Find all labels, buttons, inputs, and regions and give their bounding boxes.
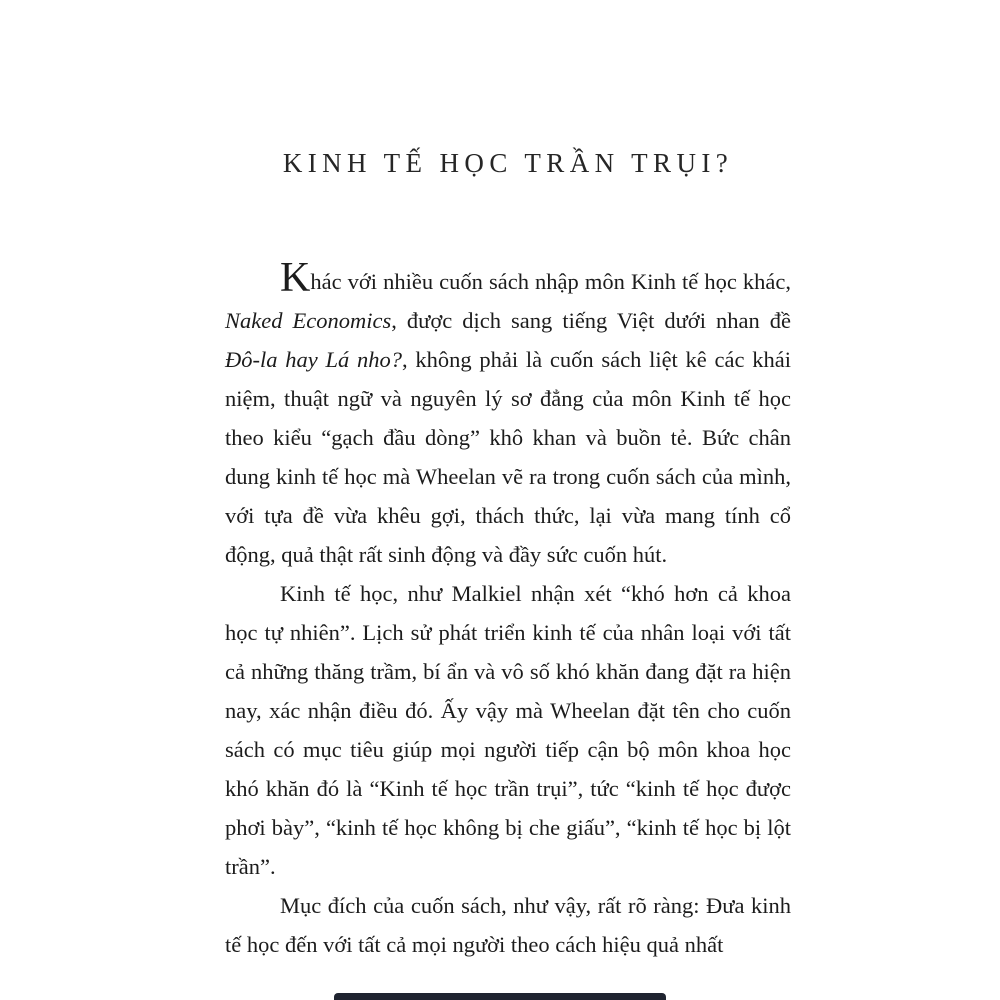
page-bottom-bar	[334, 993, 666, 1000]
initial-capital: K	[280, 255, 311, 301]
paragraph-text: hác với nhiều cuốn sách nhập môn Kinh tế học khác,	[310, 269, 791, 294]
paragraph-intro	[225, 255, 791, 574]
book-title-do-la-hay-la-nho: Đô-la hay Lá nho?	[225, 347, 402, 372]
chapter-title: KINH TẾ HỌC TRẦN TRỤI?	[282, 148, 734, 178]
page-body	[225, 255, 791, 964]
paragraph-purpose: Mục đích của cuốn sách, như vậy, rất rõ ràng: Đưa kinh tế học đến với tất cả mọi người theo cách hiệu quả nhất	[225, 893, 791, 957]
paragraph-text: , không phải là cuốn sách liệt kê các khái niệm, thuật ngữ và nguyên lý sơ đẳng của môn Kinh tế học theo kiểu “gạch đầu dòng” khô khan và buồn tẻ. Bức chân dung kinh tế học mà Wheelan vẽ ra trong cuốn sách của mình, với tựa đề vừa khêu gợi, thách thức, lại vừa mang tính cổ động, quả thật rất sinh động và đầy sức cuốn hút.	[225, 347, 791, 567]
book-title-naked-economics: Naked Economics	[225, 308, 392, 333]
paragraph-malkiel: Kinh tế học, như Malkiel nhận xét “khó hơn cả khoa học tự nhiên”. Lịch sử phát triển kinh tế của nhân loại với tất cả những thăng trầm, bí ẩn và vô số khó khăn đang đặt ra hiện nay, xác nhận điều đó. Ấy vậy mà Wheelan đặt tên cho cuốn sách có mục tiêu giúp mọi người tiếp cận bộ môn khoa học khó khăn đó là “Kinh tế học trần trụi”, tức “kinh tế học được phơi bày”, “kinh tế học không bị che giấu”, “kinh tế học bị lột trần”.	[225, 581, 791, 879]
paragraph-text: , được dịch sang tiếng Việt dưới nhan đề	[391, 308, 791, 333]
